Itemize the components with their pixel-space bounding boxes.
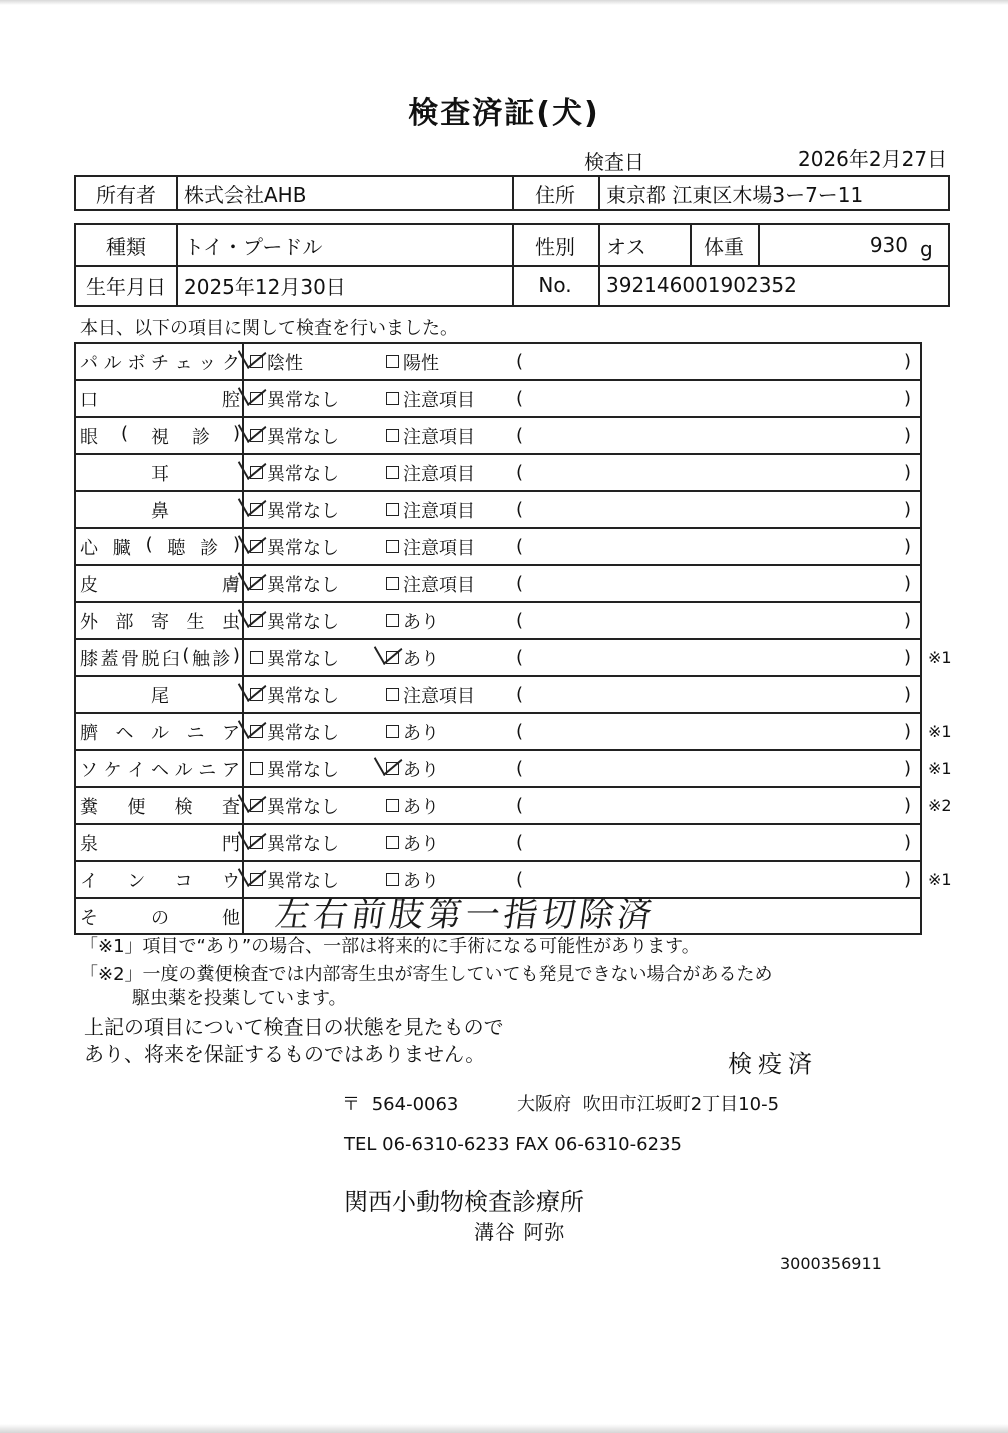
owner-label: 所有者 bbox=[96, 182, 156, 207]
clinic-address-line bbox=[342, 1090, 779, 1116]
paren-open: ( bbox=[516, 684, 524, 705]
weight-label: 体重 bbox=[704, 234, 744, 259]
clinic-address: 大阪府 吹田市江坂町2丁目10-5 bbox=[517, 1094, 780, 1115]
checkbox-icon[interactable] bbox=[250, 429, 263, 442]
weight-unit: g bbox=[920, 237, 933, 261]
check-option[interactable] bbox=[250, 381, 339, 416]
paren-close: ) bbox=[904, 425, 912, 446]
checkbox-icon[interactable] bbox=[250, 799, 263, 812]
check-option[interactable] bbox=[386, 788, 439, 823]
check-item-label bbox=[80, 344, 240, 379]
check-row bbox=[74, 453, 922, 490]
check-item-label bbox=[80, 455, 240, 490]
check-item-label bbox=[80, 899, 240, 934]
checkbox-icon[interactable] bbox=[386, 651, 399, 664]
checkbox-icon[interactable] bbox=[386, 725, 399, 738]
check-option-label: 異常なし bbox=[267, 685, 339, 707]
check-row bbox=[74, 786, 952, 823]
check-row bbox=[74, 379, 922, 416]
checkbox-icon[interactable] bbox=[250, 466, 263, 479]
paren-open: ( bbox=[516, 832, 524, 853]
check-row bbox=[74, 675, 922, 712]
paren-close: ) bbox=[904, 721, 912, 742]
check-item-label bbox=[80, 714, 240, 749]
check-option[interactable] bbox=[386, 751, 439, 786]
owner-grid bbox=[74, 175, 950, 211]
check-item-label-text: 尾 bbox=[151, 685, 169, 707]
responsible-person: 溝谷 阿弥 bbox=[474, 1220, 566, 1244]
checkbox-icon[interactable] bbox=[250, 392, 263, 405]
check-item-label-text: 泉 門 bbox=[80, 833, 240, 855]
check-option-label: あり bbox=[403, 833, 439, 855]
check-option[interactable] bbox=[386, 677, 475, 712]
checkbox-icon[interactable] bbox=[386, 799, 399, 812]
check-item-label bbox=[80, 381, 240, 416]
checkbox-icon[interactable] bbox=[386, 577, 399, 590]
check-option-label: 注意項目 bbox=[403, 389, 475, 411]
checkbox-icon[interactable] bbox=[386, 503, 399, 516]
check-item-label-text: ソ ケ イ ヘ ル ニ ア bbox=[80, 759, 240, 781]
other-row bbox=[74, 897, 922, 935]
check-item-label bbox=[80, 566, 240, 601]
paren-open: ( bbox=[516, 795, 524, 816]
check-option-label: 注意項目 bbox=[403, 574, 475, 596]
footnote-marker: ※1 bbox=[928, 722, 952, 741]
check-item-label bbox=[80, 862, 240, 897]
check-option[interactable] bbox=[250, 492, 339, 527]
check-option[interactable] bbox=[250, 640, 339, 675]
footnote-marker: ※2 bbox=[928, 796, 952, 815]
check-option-label: 異常なし bbox=[267, 389, 339, 411]
check-option-label: 異常なし bbox=[267, 648, 339, 670]
checkbox-icon[interactable] bbox=[250, 725, 263, 738]
breed-value: トイ・プードル bbox=[184, 234, 323, 259]
checkbox-icon[interactable] bbox=[250, 873, 263, 886]
check-item-label-text: 口 腔 bbox=[80, 389, 240, 411]
paren-open: ( bbox=[516, 351, 524, 372]
check-row bbox=[74, 342, 922, 379]
check-option[interactable] bbox=[250, 603, 339, 638]
check-option[interactable] bbox=[250, 455, 339, 490]
checkbox-icon[interactable] bbox=[386, 540, 399, 553]
pet-grid bbox=[74, 223, 950, 307]
weight-value: 930 bbox=[869, 233, 908, 257]
check-item-label-text: そ の 他 bbox=[80, 907, 240, 929]
owner-value: 株式会社AHB bbox=[184, 182, 307, 207]
check-option-label: 異常なし bbox=[267, 500, 339, 522]
check-option-label: 異常なし bbox=[267, 537, 339, 559]
checkbox-icon[interactable] bbox=[386, 466, 399, 479]
birthdate-value: 2025年12月30日 bbox=[184, 274, 346, 299]
handwritten-note: 左右前肢第一指切除済 bbox=[272, 895, 659, 935]
check-item-label bbox=[80, 418, 240, 453]
address-value: 東京都 江東区木場3ー7ー11 bbox=[606, 182, 864, 207]
document-number: 3000356911 bbox=[780, 1254, 882, 1273]
quarantine-stamp: 検疫済 bbox=[728, 1050, 818, 1078]
checkbox-icon[interactable] bbox=[250, 836, 263, 849]
disclaimer: 上記の項目について検査日の状態を見たものであり、将来を保証するものではありません。 bbox=[84, 1015, 504, 1066]
check-option[interactable] bbox=[250, 418, 339, 453]
checkbox-icon[interactable] bbox=[386, 355, 399, 368]
check-option[interactable] bbox=[386, 418, 475, 453]
check-item-label-text: 外 部 寄 生 虫 bbox=[80, 611, 240, 633]
check-option-label: 異常なし bbox=[267, 426, 339, 448]
check-option[interactable] bbox=[386, 714, 439, 749]
check-item-label-text: 臍 ヘ ル ニ ア bbox=[80, 722, 240, 744]
exam-date-label: 検査日 bbox=[584, 150, 644, 174]
check-option[interactable] bbox=[386, 492, 475, 527]
check-option-label: 注意項目 bbox=[403, 500, 475, 522]
check-row bbox=[74, 527, 922, 564]
footnote-marker: ※1 bbox=[928, 648, 952, 667]
check-item-label-text: 眼 ( 視 診 ) bbox=[80, 422, 240, 448]
check-option-label: 異常なし bbox=[267, 611, 339, 633]
paren-open: ( bbox=[516, 869, 524, 890]
check-option[interactable] bbox=[250, 566, 339, 601]
paren-close: ) bbox=[904, 573, 912, 594]
check-option[interactable] bbox=[386, 603, 439, 638]
paren-open: ( bbox=[516, 610, 524, 631]
checkbox-icon[interactable] bbox=[386, 429, 399, 442]
check-option-label: 異常なし bbox=[267, 759, 339, 781]
paren-open: ( bbox=[516, 721, 524, 742]
paren-open: ( bbox=[516, 647, 524, 668]
check-option-label: 注意項目 bbox=[403, 463, 475, 485]
paren-close: ) bbox=[904, 869, 912, 890]
checkbox-icon[interactable] bbox=[386, 762, 399, 775]
footnote-3: 駆虫薬を投薬しています。 bbox=[132, 988, 347, 1009]
paren-close: ) bbox=[904, 462, 912, 483]
exam-date: 2026年2月27日 bbox=[798, 147, 948, 171]
number-label: No. bbox=[538, 273, 572, 297]
checkbox-icon[interactable] bbox=[250, 503, 263, 516]
paren-open: ( bbox=[516, 536, 524, 557]
checkbox-icon[interactable] bbox=[386, 873, 399, 886]
check-option[interactable] bbox=[386, 566, 475, 601]
check-option[interactable] bbox=[386, 529, 475, 564]
paren-close: ) bbox=[904, 832, 912, 853]
check-row bbox=[74, 712, 952, 749]
paren-close: ) bbox=[904, 647, 912, 668]
check-option[interactable] bbox=[386, 825, 439, 860]
check-option-label: あり bbox=[403, 648, 439, 670]
paren-close: ) bbox=[904, 758, 912, 779]
checkbox-icon[interactable] bbox=[250, 614, 263, 627]
check-item-label bbox=[80, 677, 240, 712]
paren-open: ( bbox=[516, 499, 524, 520]
check-option-label: 異常なし bbox=[267, 796, 339, 818]
footnote-1: 「※1」項目で“あり”の場合、一部は将来的に手術になる可能性があります。 bbox=[80, 936, 700, 957]
check-row bbox=[74, 490, 922, 527]
footnote-2: 「※2」一度の糞便検査では内部寄生虫が寄生していても発見できない場合があるため bbox=[80, 964, 773, 985]
checkbox-icon[interactable] bbox=[250, 577, 263, 590]
check-row bbox=[74, 601, 922, 638]
intro-text: 本日、以下の項目に関して検査を行いました。 bbox=[80, 318, 458, 339]
paren-open: ( bbox=[516, 573, 524, 594]
check-item-label-text: 耳 bbox=[151, 463, 169, 485]
checkbox-icon[interactable] bbox=[250, 540, 263, 553]
check-row bbox=[74, 564, 922, 601]
paren-close: ) bbox=[904, 795, 912, 816]
paren-close: ) bbox=[904, 610, 912, 631]
check-option-label: 注意項目 bbox=[403, 426, 475, 448]
check-item-label-text: パ ル ボ チ ェ ッ ク bbox=[80, 352, 240, 374]
check-row bbox=[74, 749, 952, 786]
check-option-label: 陽性 bbox=[403, 352, 439, 374]
paren-close: ) bbox=[904, 351, 912, 372]
check-option[interactable] bbox=[250, 677, 339, 712]
check-row bbox=[74, 416, 922, 453]
check-row bbox=[74, 823, 922, 860]
footnote-marker: ※1 bbox=[928, 759, 952, 778]
scan-edge-bottom bbox=[0, 1424, 1008, 1433]
check-option[interactable] bbox=[250, 529, 339, 564]
paren-open: ( bbox=[516, 462, 524, 483]
check-item-label bbox=[80, 640, 240, 675]
check-item-label bbox=[80, 788, 240, 823]
postal-code: 〒 564-0063 bbox=[342, 1094, 459, 1115]
breed-label: 種類 bbox=[106, 234, 146, 259]
checkbox-icon[interactable] bbox=[250, 762, 263, 775]
check-option[interactable] bbox=[250, 788, 339, 823]
check-option[interactable] bbox=[250, 714, 339, 749]
paren-open: ( bbox=[516, 388, 524, 409]
checkbox-icon[interactable] bbox=[386, 688, 399, 701]
checkbox-icon[interactable] bbox=[386, 392, 399, 405]
tel-fax: TEL 06-6310-6233 FAX 06-6310-6235 bbox=[344, 1134, 682, 1155]
check-option[interactable] bbox=[386, 344, 439, 379]
check-option-label: あり bbox=[403, 796, 439, 818]
paren-open: ( bbox=[516, 758, 524, 779]
checkbox-icon[interactable] bbox=[250, 688, 263, 701]
check-item-label bbox=[80, 492, 240, 527]
paren-close: ) bbox=[904, 684, 912, 705]
paren-open: ( bbox=[516, 425, 524, 446]
check-option-label: あり bbox=[403, 759, 439, 781]
document-title: 検査済証(犬) bbox=[408, 96, 600, 131]
check-option-label: 異常なし bbox=[267, 574, 339, 596]
check-option-label: 注意項目 bbox=[403, 685, 475, 707]
checkbox-icon[interactable] bbox=[250, 355, 263, 368]
check-item-label bbox=[80, 529, 240, 564]
number-value: 392146001902352 bbox=[606, 273, 797, 297]
check-option-label: あり bbox=[403, 611, 439, 633]
clinic-name: 関西小動物検査診療所 bbox=[344, 1188, 584, 1216]
paren-close: ) bbox=[904, 499, 912, 520]
paren-close: ) bbox=[904, 536, 912, 557]
check-option[interactable] bbox=[386, 640, 439, 675]
check-item-label bbox=[80, 751, 240, 786]
check-item-label-text: 糞 便 検 査 bbox=[80, 796, 240, 818]
check-row bbox=[74, 638, 952, 675]
check-item-label bbox=[80, 825, 240, 860]
check-option[interactable] bbox=[386, 381, 475, 416]
check-option-label: 異常なし bbox=[267, 870, 339, 892]
check-option[interactable] bbox=[386, 455, 475, 490]
checkbox-icon[interactable] bbox=[386, 614, 399, 627]
birthdate-label: 生年月日 bbox=[86, 274, 166, 299]
check-item-label bbox=[80, 603, 240, 638]
check-option-label: あり bbox=[403, 722, 439, 744]
check-item-label-text: 膝 蓋 骨 脱 臼 ( 触 診 ) bbox=[80, 644, 240, 670]
sex-value: オス bbox=[606, 234, 646, 259]
check-option[interactable] bbox=[250, 344, 303, 379]
check-option-label: 注意項目 bbox=[403, 537, 475, 559]
address-label: 住所 bbox=[535, 182, 575, 207]
scan-edge-top bbox=[0, 0, 1008, 5]
check-item-label-text: 皮 膚 bbox=[80, 574, 240, 596]
check-option[interactable] bbox=[250, 751, 339, 786]
check-item-label-text: 心 臓 ( 聴 診 ) bbox=[80, 533, 240, 559]
check-option-label: 陰性 bbox=[267, 352, 303, 374]
footnote-marker: ※1 bbox=[928, 870, 952, 889]
check-option-label: 異常なし bbox=[267, 722, 339, 744]
checkbox-icon[interactable] bbox=[386, 836, 399, 849]
paren-close: ) bbox=[904, 388, 912, 409]
check-item-label-text: 鼻 bbox=[151, 500, 169, 522]
check-option-label: 異常なし bbox=[267, 833, 339, 855]
check-option-label: あり bbox=[403, 870, 439, 892]
checkbox-icon[interactable] bbox=[250, 651, 263, 664]
sex-label: 性別 bbox=[535, 234, 575, 259]
check-option-label: 異常なし bbox=[267, 463, 339, 485]
check-option[interactable] bbox=[250, 825, 339, 860]
check-item-label-text: イ ン コ ウ bbox=[80, 870, 240, 892]
